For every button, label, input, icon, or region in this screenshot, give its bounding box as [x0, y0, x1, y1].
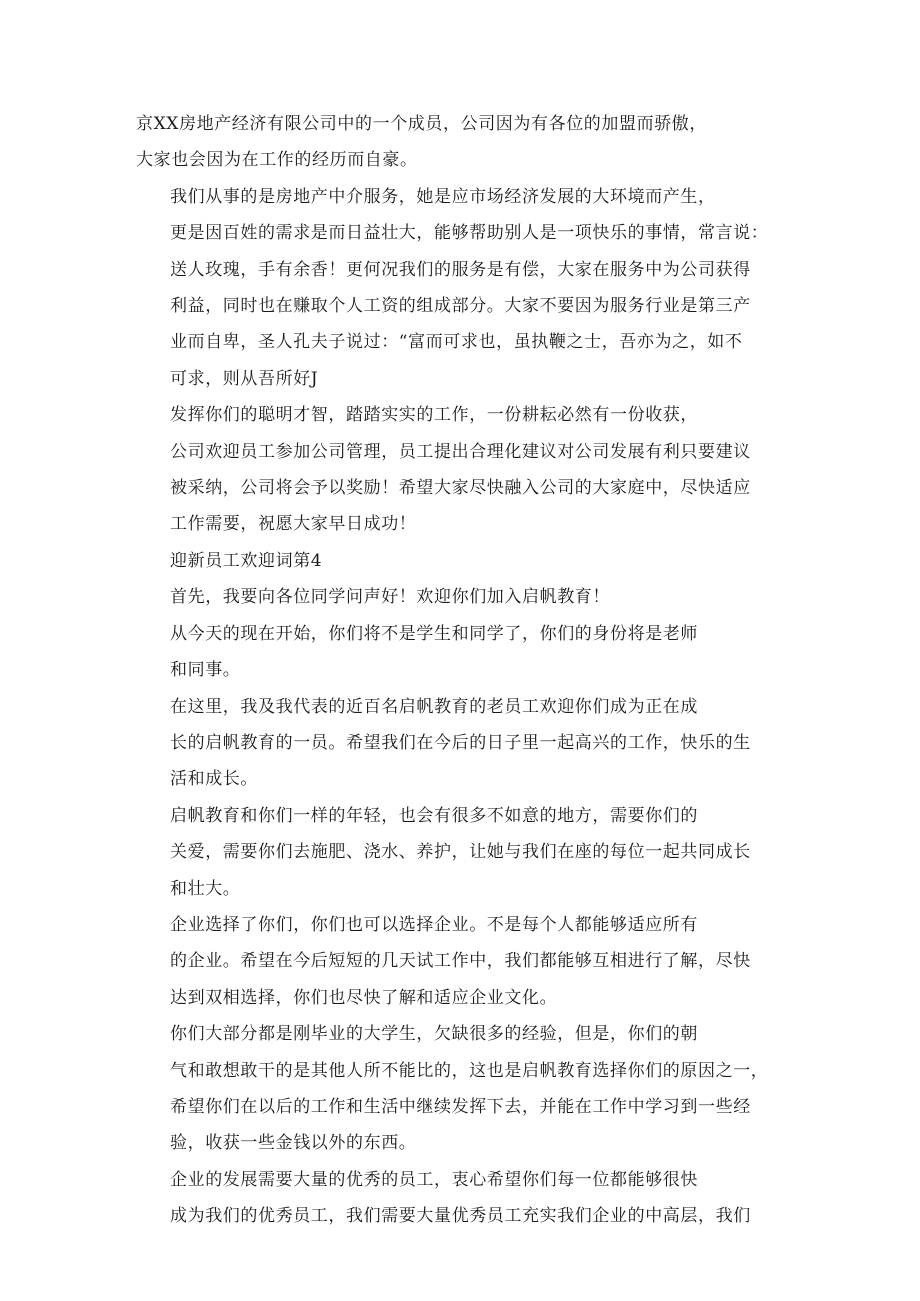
paragraph	[136, 179, 791, 397]
text-line: 验，收获一些金钱以外的东西。	[170, 1133, 417, 1154]
text-line: 的企业。希望在今后短短的几天试工作中，我们都能够互相进行了解，尽快	[170, 951, 751, 972]
text-line: 关爱，需要你们去施肥、浇水、养护，让她与我们在座的每位一起共同成长	[170, 842, 751, 863]
text-line: 企业的发展需要大量的优秀的员工，衷心希望你们每一位都能够很快	[170, 1169, 698, 1190]
text-line: 和壮大。	[170, 878, 241, 899]
text-line: 送人玫瑰，手有余香！更何况我们的服务是有偿，大家在服务中为公司获得	[170, 259, 751, 280]
text-line: 迎新员工欢迎词第4	[170, 550, 323, 571]
text-line: 和同事。	[170, 660, 241, 681]
text-line: 可求，则从吾所好J	[170, 368, 319, 389]
document-body	[136, 106, 791, 1235]
text-line: 达到双相选择，你们也尽快了解和适应企业文化。	[170, 987, 558, 1008]
paragraph	[136, 1016, 791, 1162]
text-line: 成为我们的优秀员工，我们需要大量优秀员工充实我们企业的中高层，我们	[170, 1206, 751, 1227]
paragraph	[136, 798, 791, 907]
text-line: 利益，同时也在赚取个人工资的组成部分。大家不要因为服务行业是第三产	[170, 296, 751, 317]
paragraph	[136, 579, 791, 615]
text-line: 大家也会因为在工作的经历而自豪。	[136, 150, 418, 171]
text-line: 发挥你们的聪明才智，踏踏实实的工作，一份耕耘必然有一份收获，	[170, 405, 698, 426]
text-line: 京XX房地产经济有限公司中的一个成员，公司因为有各位的加盟而骄傲，	[136, 114, 708, 134]
text-line: 从今天的现在开始，你们将不是学生和同学了，你们的身份将是老师	[170, 623, 698, 644]
text-line: 首先，我要向各位同学问声好！欢迎你们加入启帆教育！	[170, 587, 610, 608]
text-line: 工作需要，祝愿大家早日成功！	[170, 514, 417, 535]
text-line: 更是因百姓的需求是而日益壮大，能够帮助别人是一项快乐的事情，常言说：	[170, 223, 769, 244]
paragraph	[136, 543, 791, 579]
text-line: 你们大部分都是刚毕业的大学生，欠缺很多的经验，但是，你们的朝	[170, 1024, 698, 1045]
text-line: 启帆教育和你们一样的年轻，也会有很多不如意的地方，需要你们的	[170, 805, 698, 826]
text-line: 企业选择了你们，你们也可以选择企业。不是每个人都能够适应所有	[170, 914, 698, 935]
text-line: 业而自卑，圣人孔夫子说过：“富而可求也，虽执鞭之士，吾亦为之，如不	[170, 332, 743, 353]
paragraph	[136, 907, 791, 1016]
paragraph	[136, 397, 791, 543]
text-line: 希望你们在以后的工作和生活中继续发挥下去，并能在工作中学习到一些经	[170, 1096, 751, 1117]
paragraph	[136, 689, 791, 798]
text-line: 活和成长。	[170, 769, 258, 790]
paragraph	[136, 1162, 791, 1235]
text-line: 公司欢迎员工参加公司管理，员工提出合理化建议对公司发展有利只要建议	[170, 441, 751, 462]
text-line: 气和敢想敢干的是其他人所不能比的，这也是启帆教育选择你们的原因之一，	[170, 1060, 769, 1081]
text-line: 我们从事的是房地产中介服务，她是应市场经济发展的大环境而产生，	[170, 186, 716, 207]
paragraph	[136, 106, 791, 179]
text-line: 长的启帆教育的一员。希望我们在今后的日子里一起高兴的工作，快乐的生	[170, 732, 751, 753]
paragraph	[136, 616, 791, 689]
text-line: 被采纳，公司将会予以奖励！希望大家尽快融入公司的大家庭中，尽快适应	[170, 478, 751, 499]
text-line: 在这里，我及我代表的近百名启帆教育的老员工欢迎你们成为正在成	[170, 696, 698, 717]
